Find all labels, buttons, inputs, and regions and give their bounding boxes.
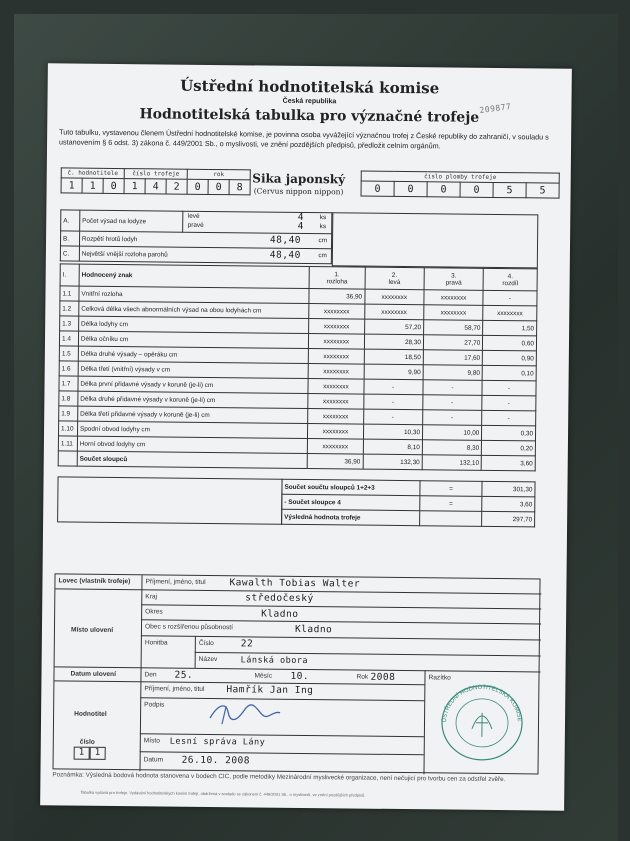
row-number: 1.9 [59, 406, 78, 421]
cell-col1: 36,90 [309, 289, 365, 305]
row-number: 1.3 [60, 316, 79, 331]
lovec-label: Lovec (vlastník trofeje) [58, 577, 131, 586]
total-label: Součet součtu sloupců 1+2+3 [282, 479, 420, 495]
page-title: Hodnotitelská tabulka pro význačné trofeje [139, 106, 480, 126]
signature [204, 698, 284, 729]
cell-col2: xxxxxxxx [365, 289, 424, 305]
cell-col3: 8,30 [422, 440, 481, 456]
ks-unit: ks [319, 214, 327, 222]
country: Česká republika [282, 97, 337, 106]
okres-label: Okres [145, 608, 163, 616]
cell-col4: 0,60 [483, 335, 537, 351]
section-number: I. [60, 264, 79, 286]
den-value: 25. [174, 669, 194, 681]
cell-col1: xxxxxxxx [309, 334, 365, 350]
seal-digit: 0 [460, 182, 493, 197]
cell-col2: 18,50 [364, 349, 423, 365]
row-label: Délka třetí přidavné výsady v koruně (je-li) cm [78, 406, 308, 423]
seal-digit: 0 [394, 181, 427, 196]
cell-col3: xxxxxxxx [424, 290, 483, 306]
mistoh-value: Lesní správa Lány [169, 736, 266, 748]
mesic-value: 10. [290, 670, 310, 683]
evaluator-digit: 1 [74, 747, 90, 760]
row-number: 1.1 [60, 286, 79, 301]
cell-col2: - [364, 379, 423, 395]
cell-col3: 10,00 [422, 425, 481, 441]
kraj-value: středočeský [245, 592, 314, 605]
hjmeno-label: Příjmení, jméno, titul [144, 685, 205, 693]
misto-label: Místo ulovení [70, 626, 114, 634]
cell-col4: 0,20 [482, 440, 536, 456]
intro-text: Tuto tabulku, vystavenou členem Ústřední hodnotitelské komise, je povinna osoba vyvážející význačnou trofej z České republiky do zahraničí, v souladu s ustanovením § 6 odst. 3) zákona č. 449/2001 Sb., o myslivosti, ve znění pozdějších předpisů, předložit celním orgánům. [59, 127, 549, 150]
jmeno-label: Příjmení, jméno, titul [145, 578, 206, 586]
species-name: Sika japonský [252, 171, 346, 187]
cell-col1: xxxxxxxx [308, 349, 364, 365]
prave-label: pravé [187, 221, 204, 229]
hodnotitele-label: č. hodnotitele [61, 168, 124, 179]
totals-left-blank [57, 476, 282, 524]
c-unit: cm [318, 252, 327, 260]
seal-digit: 5 [526, 183, 559, 198]
cell-col3: 17,60 [423, 350, 482, 366]
totals-block [281, 479, 535, 528]
row-number: 1.8 [59, 391, 78, 406]
cell-col1: xxxxxxxx [309, 319, 365, 335]
a-label: A. [61, 210, 80, 231]
cell-col2: 28,30 [364, 334, 423, 350]
row-number [58, 451, 77, 466]
a-left-value: 4 [297, 211, 305, 223]
honitba-label: Honitba [144, 639, 168, 647]
evaluation-sheet [40, 63, 572, 810]
podpis-label: Podpis [144, 701, 165, 709]
cell-col2: 132,30 [363, 454, 422, 470]
b-text: Rozpětí hrotů lodyh [81, 235, 138, 243]
rok-label: Rok [356, 673, 369, 681]
cell-col2: 10,30 [363, 424, 422, 440]
cell-col1: xxxxxxxx [308, 394, 364, 410]
total-value: 3,60 [482, 496, 535, 512]
col4-num: 4. [507, 272, 514, 280]
cell-col2: - [363, 394, 422, 410]
commission-title: Ústřední hodnotitelská komise [180, 76, 440, 98]
ks-unit: ks [319, 223, 327, 231]
leve-label: levé [187, 212, 200, 220]
row-number: 1.11 [58, 436, 77, 451]
cell-col1: xxxxxxxx [308, 379, 364, 395]
id-digit: 8 [229, 180, 250, 195]
cell-col2: 9,90 [364, 364, 423, 380]
cell-col4: 3,60 [481, 455, 535, 471]
col4-name: rozdíl [502, 279, 519, 287]
total-value: 301,30 [482, 481, 535, 497]
datumh-value: 26.10. 2008 [181, 754, 251, 767]
hunter-name: Kawalth Tobias Walter [229, 577, 361, 590]
row-number: 1.2 [60, 301, 79, 316]
cell-col3: xxxxxxxx [424, 305, 483, 321]
trophy-id-block [61, 167, 251, 195]
id-digit: 1 [82, 178, 103, 193]
cell-col1: xxxxxxxx [307, 439, 363, 455]
row-label: Délka druhé přidavné výsady v koruně (je-li) cm [78, 391, 308, 408]
cell-col3: 132,10 [422, 455, 481, 471]
cell-col4: - [482, 410, 536, 426]
den-label: Den [144, 671, 157, 679]
row-label: Délka první přidavné výsady v koruně (je-li) cm [78, 376, 308, 393]
id-digit: 1 [124, 179, 145, 194]
total-value: 297,70 [481, 511, 534, 527]
cell-col1: xxxxxxxx [308, 364, 364, 380]
id-digit: 2 [166, 179, 187, 194]
row-label: Součet sloupců [77, 451, 307, 468]
cell-col4: xxxxxxxx [483, 305, 537, 321]
seal-digit: 0 [361, 181, 394, 196]
cell-col1: xxxxxxxx [309, 304, 365, 320]
nazev-label: Název [198, 655, 218, 664]
row-label: Délka druhé výsady – opěráku cm [78, 346, 308, 363]
cell-col3: - [423, 410, 482, 426]
cell-col4: 0,90 [483, 350, 537, 366]
row-label: Délka očníku cm [78, 331, 308, 348]
cell-col4: 0,10 [482, 365, 536, 381]
nazev-value: Lánská obora [240, 655, 309, 667]
obec-value: Kladno [294, 623, 333, 636]
total-operator: = [420, 496, 482, 512]
mesic-label: Měsíc [254, 672, 273, 680]
footer-note: Poznámka: Výsledná bodová hodnota stanovena v bodech CIC, podle metodiky Mezinárodní myslivecké organizace, není nečujicí pro tvorbu cen za odstřel zvěře. [52, 771, 506, 784]
id-digit: 4 [145, 179, 166, 194]
evaluator-digit: 1 [90, 747, 106, 760]
a-text: Počet výsad na lodyze [80, 210, 184, 232]
stamp-text: ÚSTŘEDNÍ HODNOTITELSKÁ KOMISE [441, 684, 523, 723]
row-label: Délka lodyhy cm [79, 316, 309, 333]
cell-col2: 57,20 [364, 319, 423, 335]
plomby-label: číslo plomby trofeje [361, 171, 559, 183]
header-znak: Hodnocený znak [79, 264, 309, 288]
row-number: 1.6 [59, 361, 78, 376]
cell-col1: 36,90 [307, 454, 363, 470]
cell-col2: 8,10 [363, 439, 422, 455]
col3-name: pravá [445, 278, 462, 287]
footer-fine: Tabulka vydaná pro trofeje. Vydávání hodnotitelských komisí trofejí, obdržená v souladu se zákonem č. 449/2001 Sb., o myslivosti, ve znění pozdějších předpisů. [80, 789, 366, 798]
total-operator: = [420, 481, 482, 497]
cislo2-label: číslo [79, 738, 95, 746]
cell-col3: 9,80 [423, 365, 482, 381]
row-number: 1.7 [59, 376, 78, 391]
b-unit: cm [318, 237, 328, 245]
cell-col1: xxxxxxxx [308, 409, 364, 425]
row-number: 1.10 [58, 421, 77, 436]
cell-col4: 0,30 [482, 425, 536, 441]
id-digit: 0 [187, 179, 208, 194]
id-digit: 0 [208, 179, 229, 194]
id-digit: 1 [61, 178, 82, 193]
col2-name: levá [388, 278, 401, 286]
row-label: Vnitřní rozloha [79, 286, 309, 303]
row-label: Horní obvod lodyhy cm [77, 436, 307, 453]
seal-digit: 0 [427, 182, 460, 197]
cell-col3: - [423, 380, 482, 396]
b-value: 48,40 [269, 234, 302, 246]
cell-col1: xxxxxxxx [308, 424, 364, 440]
seal-number-block [361, 171, 560, 199]
cell-col2: xxxxxxxx [364, 304, 423, 320]
total-row [282, 509, 535, 527]
datumh-label: Datum [143, 756, 164, 764]
official-stamp [436, 682, 529, 763]
evaluator-name: Hamřík Jan Ing [226, 684, 314, 697]
cell-col2: - [363, 409, 422, 425]
cislo-value: 22 [240, 638, 254, 650]
row-number: 1.5 [59, 346, 78, 361]
cislo-label: Číslo [198, 639, 214, 648]
trofeje-label: číslo trofeje [124, 169, 187, 180]
row-label: Délka třetí (vnitřní) výsady v cm [78, 361, 308, 378]
cell-col3: 27,70 [423, 335, 482, 351]
cell-col3: - [423, 395, 482, 411]
id-digit: 0 [103, 178, 124, 193]
cell-col4: - [482, 380, 536, 396]
total-operator [420, 511, 482, 527]
total-label: Výsledná hodnota trofeje [282, 509, 420, 525]
blank-box [332, 212, 539, 268]
col1-num: 1. [334, 270, 340, 278]
kraj-label: Kraj [145, 593, 158, 601]
c-label: C. [60, 246, 79, 261]
rok-value: 2008 [370, 671, 396, 683]
cell-col3: 58,70 [424, 320, 483, 336]
hunter-section [53, 573, 541, 774]
col2-num: 2. [391, 271, 398, 279]
col1-name: rozloha [326, 277, 348, 285]
species-latin: (Cervus nippon nippon) [253, 186, 344, 197]
measurement-table [58, 263, 538, 471]
razitko-label: Razítko [428, 674, 451, 682]
row-label: Spodní obvod lodyhy cm [77, 421, 307, 438]
cell-col4: - [482, 395, 536, 411]
cell-col4: 1,50 [483, 320, 537, 336]
total-label: - Součet sloupce 4 [282, 494, 420, 510]
c-text: Největší vnější rozloha parohů [81, 250, 168, 259]
b-label: B. [60, 231, 79, 246]
abc-block [60, 209, 333, 264]
datum-label: Datum ulovení [70, 670, 116, 679]
col3-num: 3. [451, 272, 457, 280]
mistoh-label: Místo [143, 737, 160, 745]
obec-label: Obec s rozšířenou působností [144, 623, 234, 632]
rok-label: rok [187, 169, 250, 180]
c-value: 48,40 [269, 249, 301, 261]
row-label: Celková délka všech abnormálních výsad na obou lodyhách cm [79, 301, 309, 318]
handwritten-reference: 209877 [479, 101, 512, 115]
seal-digit: 5 [493, 182, 526, 197]
row-number: 1.4 [59, 331, 78, 346]
a-right-value: 4 [297, 220, 304, 232]
hodnotitel-label: Hodnotitel [74, 710, 107, 718]
cell-col4: - [483, 290, 537, 306]
okres-value: Kladno [261, 608, 299, 620]
evaluator-number [74, 747, 106, 760]
